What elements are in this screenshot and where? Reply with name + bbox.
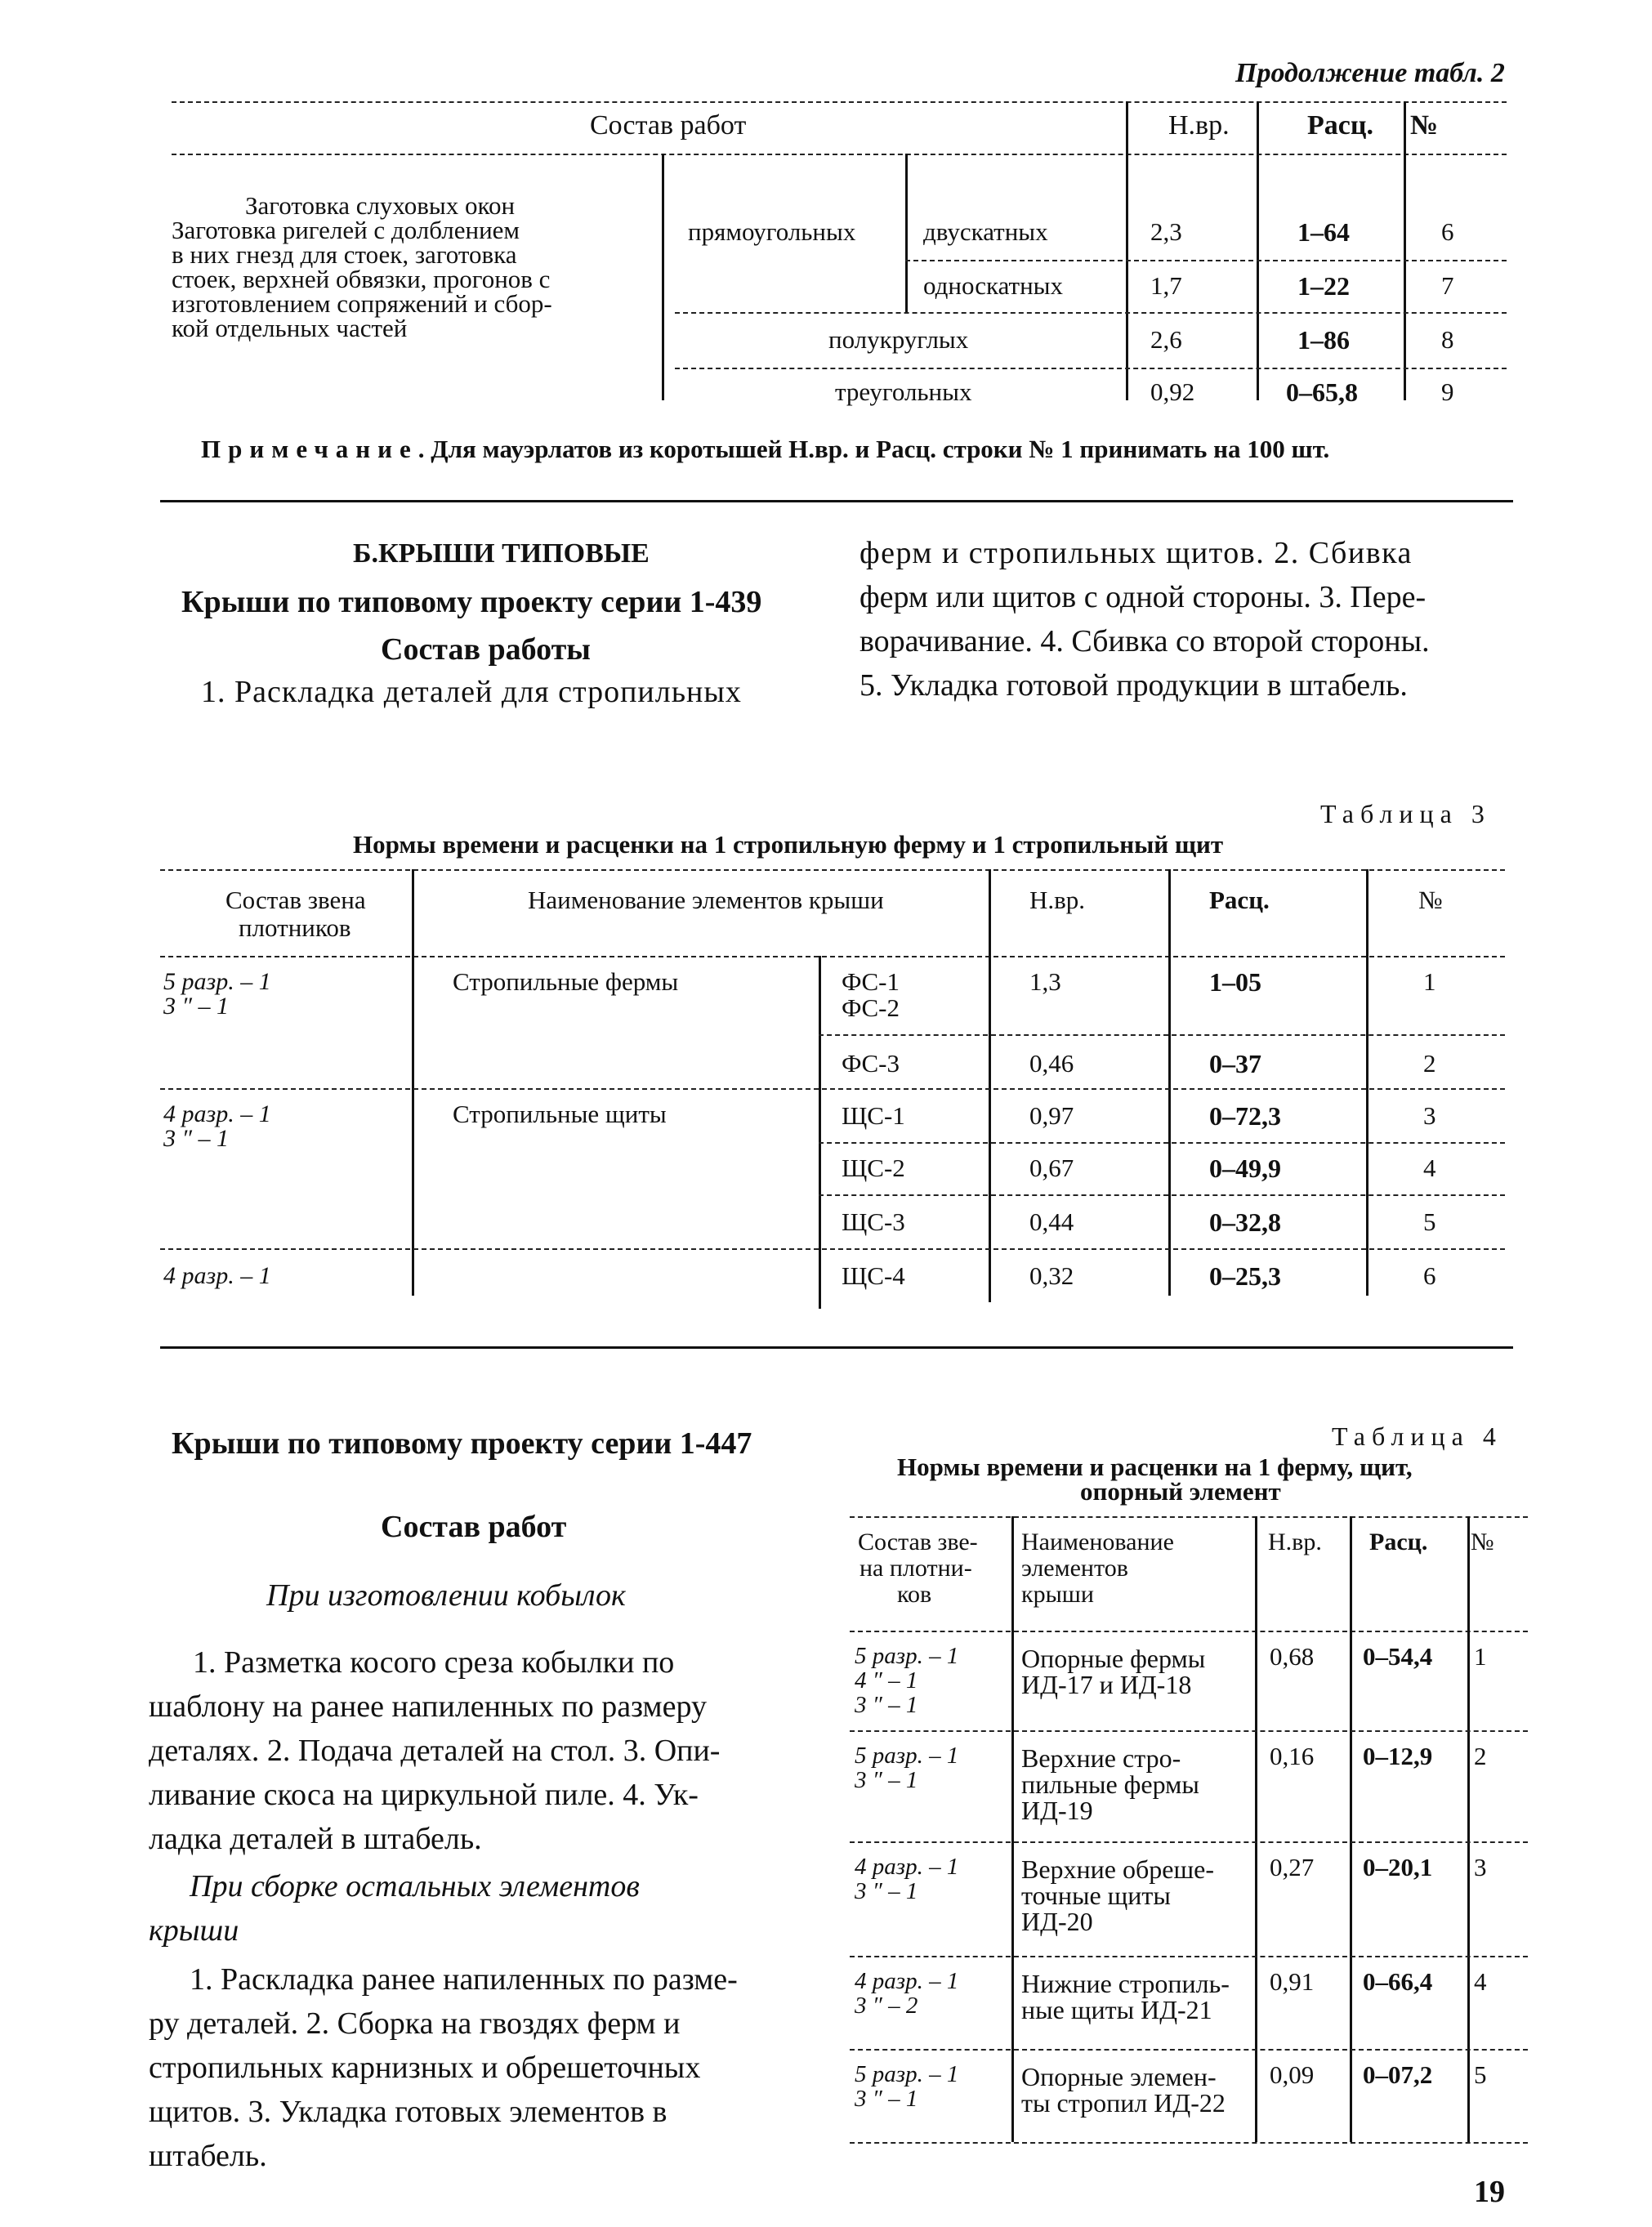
table2-num: 7	[1441, 271, 1454, 300]
table3-row-rule	[160, 1088, 1505, 1090]
table4-nvr: 0,68	[1270, 1642, 1315, 1671]
table3-num: 3	[1423, 1101, 1436, 1130]
table4-name: Опорные элемен-	[1021, 2062, 1217, 2091]
table2-shape: двускатных	[923, 217, 1048, 246]
table3-crew: 5 разр. – 1	[163, 968, 271, 995]
table3-group: Стропильные щиты	[453, 1100, 667, 1128]
table2-note-text: . Для мауэрлатов из коротышей Н.вр. и Расц. строки № 1 принимать на 100 шт.	[417, 435, 1330, 463]
table4-crew: 3 ″ – 1	[855, 2086, 918, 2112]
table2-rasc: 0–65,8	[1286, 377, 1358, 407]
table3-code: ЩС-2	[842, 1154, 905, 1182]
table4-header-crew: ков	[897, 1581, 932, 1608]
table4-header-name: элементов	[1021, 1555, 1128, 1582]
table2-work-line: Заготовка слуховых окон	[245, 191, 516, 220]
table2-shape: треугольных	[835, 377, 972, 406]
table3-vline	[1168, 869, 1171, 1296]
table3-code: ФС-1	[842, 967, 900, 996]
table3-vline	[989, 869, 991, 1302]
table3-rasc: 0–49,9	[1209, 1154, 1281, 1183]
section447-para1-line: 1. Разметка косого среза кобылки по	[193, 1645, 675, 1680]
table3-row-rule	[819, 1142, 1505, 1144]
table3-rasc: 0–37	[1209, 1049, 1261, 1078]
table4-bottom-rule	[850, 2142, 1528, 2144]
table2-num: 9	[1441, 377, 1454, 406]
table4-name: Нижние стропиль-	[1021, 1969, 1230, 1998]
table3-header-rule	[160, 956, 1505, 957]
table4-rasc: 0–12,9	[1363, 1742, 1433, 1770]
table2-vline	[1257, 101, 1259, 154]
table4-row-rule	[850, 1956, 1528, 1957]
table3-nvr: 0,44	[1029, 1207, 1074, 1236]
table4-row-rule	[850, 1730, 1528, 1732]
section447-sub2: При сборке остальных элементов	[190, 1869, 640, 1903]
sectionB-right-line: ворачивание. 4. Сбивка со второй стороны.	[859, 624, 1430, 658]
table3-row-rule	[819, 1034, 1505, 1036]
section447-para2-line: стропильных карнизных и обрешеточных	[149, 2051, 701, 2085]
table4-name: ты стропил ИД-22	[1021, 2088, 1226, 2118]
section447-title: Крыши по типовому проекту серии 1-447	[172, 1426, 752, 1461]
table2-shape: полукруглых	[828, 325, 969, 354]
table3-vline	[412, 869, 414, 1296]
table3-label: Таблица 3	[1320, 799, 1491, 828]
table3-nvr: 0,32	[1029, 1261, 1074, 1290]
table2-work-line: стоек, верхней обвязки, прогонов с	[172, 265, 551, 293]
table4-crew: 3 ″ – 2	[855, 1993, 918, 2019]
table3-nvr: 0,67	[1029, 1154, 1074, 1182]
table2-nvr: 1,7	[1150, 271, 1182, 300]
table4-rasc: 0–07,2	[1363, 2060, 1433, 2089]
table2-note-label: Примечание	[201, 435, 418, 463]
table4-header-name: крыши	[1021, 1581, 1094, 1608]
table4-crew: 4 ″ – 1	[855, 1667, 918, 1694]
table2-work-line: кой отдельных частей	[172, 314, 408, 342]
section447-para2-line: ру деталей. 2. Сборка на гвоздях ферм и	[149, 2006, 681, 2041]
table3-crew: 3 ″ – 1	[163, 993, 229, 1020]
table3-nvr: 0,46	[1029, 1049, 1074, 1078]
table4-crew: 3 ″ – 1	[855, 1692, 918, 1718]
table2-vline	[905, 154, 908, 312]
table3-num: 2	[1423, 1049, 1436, 1078]
table4-header-rasc: Расц.	[1369, 1529, 1428, 1555]
table2-vline	[1126, 154, 1128, 400]
table2-rasc: 1–86	[1297, 325, 1350, 355]
page-number: 19	[1474, 2175, 1505, 2209]
table3-num: 4	[1423, 1154, 1436, 1182]
table4-crew: 5 разр. – 1	[855, 1643, 959, 1669]
continuation-label: Продолжение табл. 2	[1235, 58, 1505, 88]
table4-name: ИД-19	[1021, 1796, 1093, 1825]
table3-vline	[819, 956, 821, 1309]
table3-code: ЩС-4	[842, 1261, 905, 1290]
table2-header-rule	[172, 154, 1507, 155]
table3-nvr: 0,97	[1029, 1101, 1074, 1130]
table3-crew: 3 ″ – 1	[163, 1125, 229, 1152]
table4-name: Опорные фермы	[1021, 1644, 1206, 1673]
table2-num: 6	[1441, 217, 1454, 246]
table2-num: 8	[1441, 325, 1454, 354]
table3-code: ЩС-3	[842, 1207, 905, 1236]
table4-header-crew: Состав зве-	[858, 1529, 978, 1555]
table4-top-rule	[850, 1516, 1528, 1518]
table3-code: ФС-2	[842, 993, 900, 1022]
table3-header-num: №	[1418, 886, 1443, 914]
table3-rasc: 0–32,8	[1209, 1207, 1281, 1237]
section447-para1-line: ладка деталей в штабель.	[149, 1822, 482, 1856]
table2-rasc: 1–64	[1297, 217, 1350, 247]
sectionB-right-line: 5. Укладка готовой продукции в штабель.	[859, 668, 1408, 703]
table3-row-rule	[819, 1194, 1505, 1196]
table4-row-rule	[850, 1841, 1528, 1843]
table2-header-rasc: Расц.	[1307, 110, 1373, 141]
table4-crew: 3 ″ – 1	[855, 1767, 918, 1793]
table2-vline	[1257, 154, 1259, 400]
table3-top-rule	[160, 869, 1505, 871]
table2-work-line: в них гнезд для стоек, заготовка	[172, 240, 517, 269]
table2-row-rule	[905, 260, 1507, 261]
table2-vline	[662, 154, 664, 400]
table3-header-rasc: Расц.	[1209, 886, 1270, 914]
table4-name: пильные фермы	[1021, 1770, 1199, 1799]
table3-header-crew: плотников	[239, 913, 351, 942]
table4-header-name: Наименование	[1021, 1529, 1174, 1555]
table2-top-rule	[172, 101, 1507, 103]
table4-row-rule	[850, 2049, 1528, 2051]
table4-header-nvr: Н.вр.	[1268, 1529, 1322, 1555]
section-divider	[160, 1346, 1513, 1349]
section447-work-title: Состав работ	[381, 1510, 567, 1544]
section447-para1-line: деталях. 2. Подача деталей на стол. 3. Опи-	[149, 1734, 721, 1768]
table4-name: точные щиты	[1021, 1881, 1171, 1910]
table2-header-work: Состав работ	[590, 110, 747, 141]
table4-crew: 3 ″ – 1	[855, 1878, 918, 1904]
table4-header-rule	[850, 1631, 1528, 1632]
section447-para2-line: штабель.	[149, 2139, 267, 2173]
table3-num: 6	[1423, 1261, 1436, 1290]
table4-num: 3	[1474, 1853, 1487, 1881]
table3-num: 1	[1423, 967, 1436, 996]
section447-para2-line: 1. Раскладка ранее напиленных по разме-	[190, 1962, 738, 1997]
table3-header-nvr: Н.вр.	[1029, 886, 1086, 914]
table4-crew: 4 разр. – 1	[855, 1854, 959, 1880]
sectionB-work-title: Состав работы	[381, 632, 591, 667]
table2-nvr: 2,6	[1150, 325, 1182, 354]
table2-rasc: 1–22	[1297, 271, 1350, 301]
table3-num: 5	[1423, 1207, 1436, 1236]
section447-para1-line: шаблону на ранее напиленных по размеру	[149, 1689, 707, 1724]
table4-crew: 5 разр. – 1	[855, 2061, 959, 2087]
table4-nvr: 0,09	[1270, 2060, 1315, 2089]
table4-header-crew: на плотни-	[859, 1555, 972, 1582]
table3-crew: 4 разр. – 1	[163, 1100, 271, 1127]
table4-crew: 5 разр. – 1	[855, 1743, 959, 1769]
table2-vline	[1126, 101, 1128, 154]
sectionB-right-line: ферм и стропильных щитов. 2. Сбивка	[859, 536, 1413, 570]
table4-name: ИД-17 и ИД-18	[1021, 1670, 1192, 1699]
table4-nvr: 0,27	[1270, 1853, 1315, 1881]
table2-shape: односкатных	[923, 271, 1064, 300]
table3-row-rule	[160, 1248, 1505, 1250]
table2-nvr: 0,92	[1150, 377, 1195, 406]
table3-rasc: 0–72,3	[1209, 1101, 1281, 1131]
table2-vline	[1404, 101, 1406, 154]
table4-name: ИД-20	[1021, 1907, 1093, 1936]
table4-num: 5	[1474, 2060, 1487, 2089]
table4-caption: Нормы времени и расценки на 1 ферму, щит,	[897, 1453, 1413, 1481]
section447-sub2: крыши	[149, 1913, 239, 1948]
table2-vline	[1404, 154, 1406, 400]
section-divider	[160, 500, 1513, 502]
table2-row-rule	[675, 368, 1507, 369]
table4-rasc: 0–66,4	[1363, 1967, 1433, 1996]
table2-row-rule	[675, 312, 1507, 314]
table4-nvr: 0,16	[1270, 1742, 1315, 1770]
sectionB-left-text: 1. Раскладка деталей для стропильных	[201, 675, 742, 709]
table3-rasc: 1–05	[1209, 967, 1261, 997]
table4-label: Таблица 4	[1332, 1421, 1502, 1451]
table4-rasc: 0–54,4	[1363, 1642, 1433, 1671]
table4-nvr: 0,91	[1270, 1967, 1315, 1996]
section447-para1-line: ливание скоса на циркульной пиле. 4. Ук-	[149, 1778, 699, 1812]
table2-note	[201, 436, 1329, 463]
table2-header-nvr: Н.вр.	[1168, 110, 1230, 141]
table3-vline	[1366, 869, 1368, 1296]
table2-nvr: 2,3	[1150, 217, 1182, 246]
table4-num: 4	[1474, 1967, 1487, 1996]
section447-sub1: При изготовлении кобылок	[266, 1578, 626, 1613]
sectionB-title: Б.КРЫШИ ТИПОВЫЕ	[353, 538, 650, 569]
table4-num: 1	[1474, 1642, 1487, 1671]
table3-group: Стропильные фермы	[453, 967, 679, 996]
table2-work-line: Заготовка ригелей с долблением	[172, 216, 520, 244]
table3-header-name: Наименование элементов крыши	[528, 886, 884, 914]
table3-code: ЩС-1	[842, 1101, 905, 1130]
table4-name: Верхние обреше-	[1021, 1854, 1214, 1884]
table3-nvr: 1,3	[1029, 967, 1061, 996]
table3-header-crew: Состав звена	[225, 886, 366, 914]
table3-caption: Нормы времени и расценки на 1 стропильную ферму и 1 стропильный щит	[353, 830, 1224, 859]
table4-crew: 4 разр. – 1	[855, 1968, 959, 1994]
table4-caption: опорный элемент	[1080, 1477, 1281, 1506]
table3-crew: 4 разр. – 1	[163, 1262, 271, 1289]
table2-header-num: №	[1410, 110, 1439, 141]
sectionB-subtitle: Крыши по типовому проекту серии 1-439	[181, 585, 762, 619]
table2-type-rect: прямоугольных	[688, 217, 856, 246]
section447-para2-line: щитов. 3. Укладка готовых элементов в	[149, 2095, 667, 2129]
table2-work-line: изготовлением сопряжений и сбор-	[172, 289, 552, 318]
table4-name: Верхние стро-	[1021, 1743, 1181, 1773]
sectionB-right-line: ферм или щитов с одной стороны. 3. Пере-	[859, 580, 1427, 614]
table4-num: 2	[1474, 1742, 1487, 1770]
table3-rasc: 0–25,3	[1209, 1261, 1281, 1291]
table4-header-num: №	[1471, 1529, 1494, 1555]
table3-code: ФС-3	[842, 1049, 900, 1078]
table4-name: ные щиты ИД-21	[1021, 1995, 1212, 2024]
table4-rasc: 0–20,1	[1363, 1853, 1433, 1881]
